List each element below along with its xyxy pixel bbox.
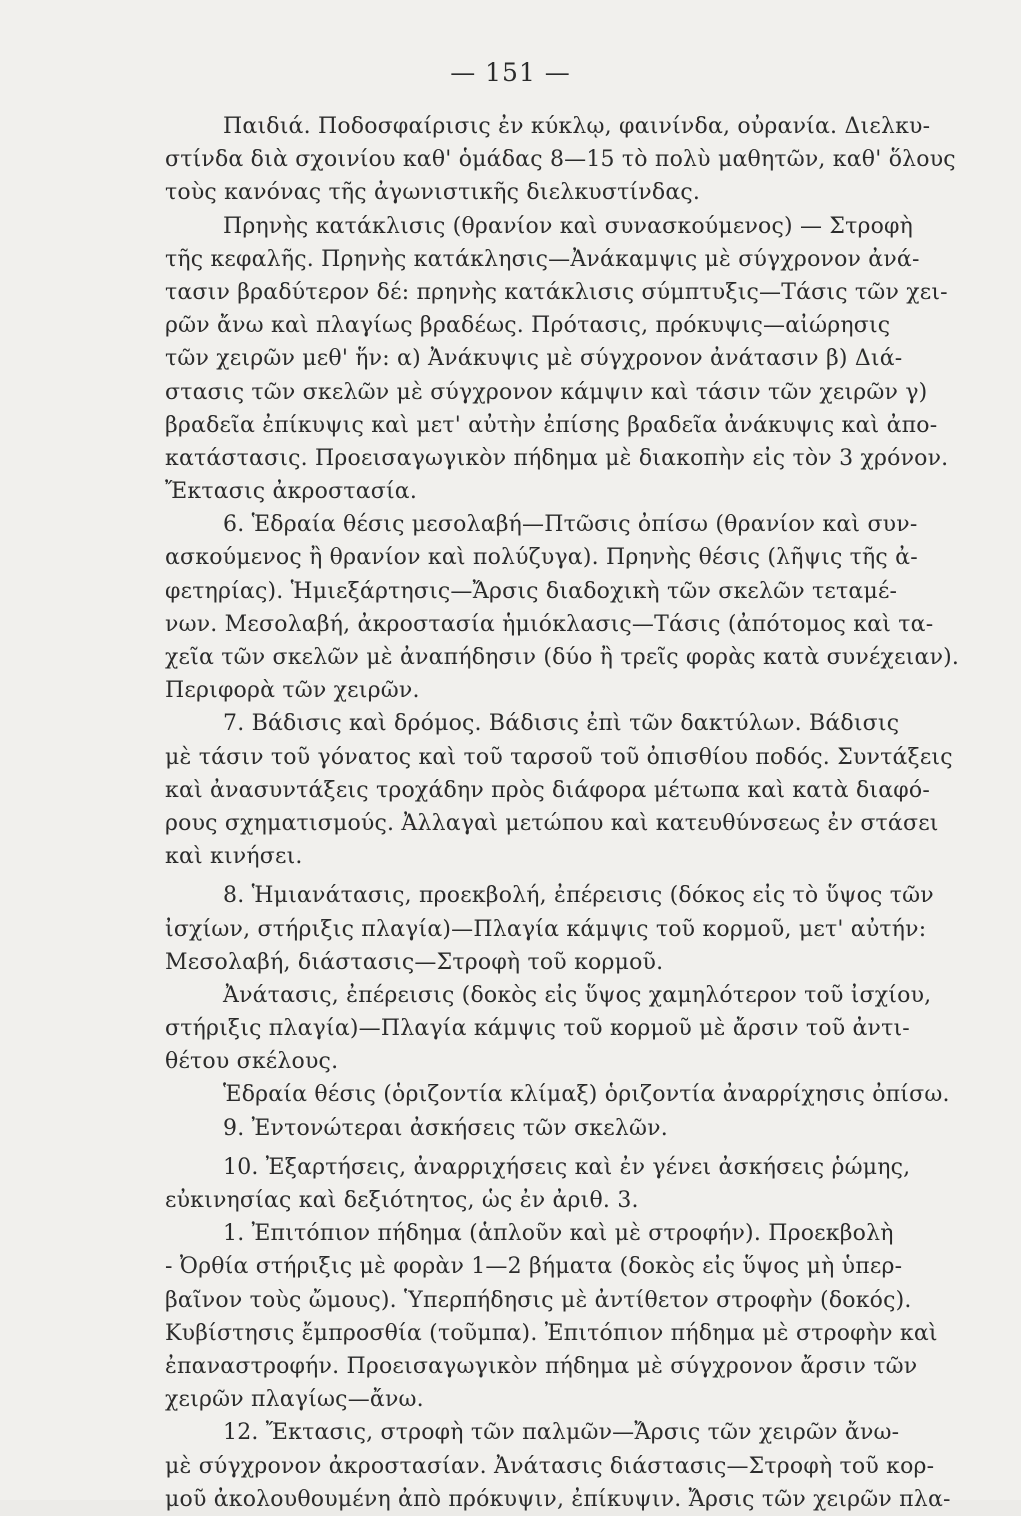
text-line: ρους σχηματισμούς. Ἀλλαγαὶ μετώπου καὶ κατευθύνσεως ἐν στάσει — [165, 810, 939, 836]
text-line: ἰσχίων, στήριξις πλαγία)—Πλαγία κάμψις τοῦ κορμοῦ, μετ' αὐτήν: — [165, 916, 927, 942]
text-line: τῆς κεφαλῆς. Πρηνὴς κατάκλησις—Ἀνάκαμψις μὲ σύγχρονον ἀνά- — [165, 246, 920, 272]
text-line: Παιδιά. Ποδοσφαίρισις ἐν κύκλῳ, φαινίνδα, οὐρανία. Διελκυ- — [223, 114, 931, 139]
text-line: στασις τῶν σκελῶν μὲ σύγχρονον κάμψιν καὶ τάσιν τῶν χειρῶν γ) — [165, 379, 928, 405]
text-line: καὶ κινήσει. — [165, 844, 303, 870]
text-line: 6. Ἑδραία θέσις μεσολαβή—Πτῶσις ὀπίσω (θρανίον καὶ συν- — [223, 512, 918, 538]
text-line: 9. Ἐντονώτεραι ἀσκήσεις τῶν σκελῶν. — [223, 1115, 668, 1141]
page-number: — 151 — — [450, 58, 571, 87]
text-line: μὲ τάσιν τοῦ γόνατος καὶ τοῦ ταρσοῦ τοῦ ὀπισθίου ποδός. Συντάξεις — [165, 744, 953, 770]
text-line: καὶ ἀνασυντάξεις τροχάδην πρὸς διάφορα μέτωπα καὶ κατὰ διαφό- — [165, 777, 930, 803]
text-line: 1. Ἐπιτόπιον πήδημα (ἁπλοῦν καὶ μὲ στροφήν). Προεκβολὴ — [223, 1221, 894, 1247]
text-line: θέτου σκέλους. — [165, 1049, 339, 1075]
text-line: Περιφορὰ τῶν χειρῶν. — [165, 678, 420, 704]
text-line: ασκούμενος ἢ θρανίον καὶ πολύζυγα). Πρηνὴς θέσις (λῆψις τῆς ἀ- — [165, 545, 918, 571]
text-line: 10. Ἐξαρτήσεις, ἀναρριχήσεις καὶ ἐν γένει ἀσκήσεις ῥώμης, — [223, 1154, 911, 1180]
text-line: χειρῶν πλαγίως—ἄνω. — [165, 1387, 424, 1413]
text-line: ἐπαναστροφήν. Προεισαγωγικὸν πήδημα μὲ σύγχρονον ἄρσιν τῶν — [165, 1353, 918, 1379]
text-line: τοὺς κανόνας τῆς ἀγωνιστικῆς διελκυστίνδας. — [165, 180, 701, 206]
text-line: Μεσολαβή, διάστασις—Στροφὴ τοῦ κορμοῦ. — [165, 949, 664, 975]
text-line: βαῖνον τοὺς ὤμους). Ὑπερπήδησις μὲ ἀντίθετον στροφὴν (δοκός). — [165, 1287, 912, 1313]
text-line: χεῖα τῶν σκελῶν μὲ ἀναπήδησιν (δύο ἢ τρεῖς φορὰς κατὰ συνέχειαν). — [165, 645, 960, 670]
text-line: στήριξις πλαγία)—Πλαγία κάμψις τοῦ κορμοῦ μὲ ἄρσιν τοῦ ἀντι- — [165, 1016, 910, 1042]
text-line: νων. Μεσολαβή, ἀκροστασία ἡμιόκλασις—Τάσις (ἀπότομος καὶ τα- — [165, 611, 934, 637]
text-line: βραδεῖα ἐπίκυψις καὶ μετ' αὐτὴν ἐπίσης βραδεῖα ἀνάκυψις καὶ ἀπο- — [165, 412, 938, 438]
text-line: 8. Ἡμιανάτασις, προεκβολή, ἐπέρεισις (δόκος εἰς τὸ ὕψος τῶν — [223, 883, 934, 909]
text-line: - Ὀρθία στήριξις μὲ φορὰν 1—2 βήματα (δοκὸς εἰς ὕψος μὴ ὑπερ- — [165, 1254, 903, 1280]
text-line: 7. Βάδισις καὶ δρόμος. Βάδισις ἐπὶ τῶν δακτύλων. Βάδισις — [223, 711, 900, 737]
text-line: τῶν χειρῶν μεθ' ἥν: α) Ἀνάκυψις μὲ σύγχρονον ἀνάτασιν β) Διά- — [165, 346, 903, 372]
text-line: εὐκινησίας καὶ δεξιότητος, ὡς ἐν ἀριθ. 3. — [165, 1188, 639, 1213]
text-line: μὲ σύγχρονον ἀκροστασίαν. Ἀνάτασις διάστασις—Στροφὴ τοῦ κορ- — [165, 1453, 935, 1479]
text-line: ρῶν ἄνω καὶ πλαγίως βραδέως. Πρότασις, πρόκυψις—αἰώρησις — [165, 313, 891, 339]
text-line: Πρηνὴς κατάκλισις (θρανίον καὶ συνασκούμενος) — Στροφὴ — [223, 213, 914, 239]
text-line: τασιν βραδύτερον δέ: πρηνὴς κατάκλισις σύμπτυξις—Τάσις τῶν χει- — [165, 279, 948, 305]
body-text — [165, 110, 973, 1516]
text-line: Κυβίστησις ἔμπροσθία (τοῦμπα). Ἐπιτόπιον πήδημα μὲ στροφὴν καὶ — [165, 1320, 938, 1346]
text-line: Ἀνάτασις, ἐπέρεισις (δοκὸς εἰς ὕψος χαμηλότερον τοῦ ἰσχίου, — [223, 982, 932, 1008]
text-line: φετηρίας). Ἡμιεξάρτησις—Ἄρσις διαδοχικὴ τῶν σκελῶν τεταμέ- — [165, 578, 898, 604]
text-line: κατάστασις. Προεισαγωγικὸν πήδημα μὲ διακοπὴν εἰς τὸν 3 χρόνον. — [165, 445, 949, 471]
text-line: Ἑδραία θέσις (ὁριζοντία κλίμαξ) ὁριζοντία ἀναρρίχησις ὀπίσω. — [223, 1082, 950, 1108]
text-line: στίνδα διὰ σχοινίου καθ' ὁμάδας 8—15 τὸ πολὺ μαθητῶν, καθ' ὅλους — [165, 147, 956, 173]
text-line: 12. Ἔκτασις, στροφὴ τῶν παλμῶν—Ἄρσις τῶν χειρῶν ἄνω- — [223, 1420, 900, 1446]
text-line: μοῦ ἀκολουθουμένη ἀπὸ πρόκυψιν, ἐπίκυψιν. Ἄρσις τῶν χειρῶν πλα- — [165, 1486, 951, 1512]
text-line: Ἔκτασις ἀκροστασία. — [165, 479, 418, 505]
